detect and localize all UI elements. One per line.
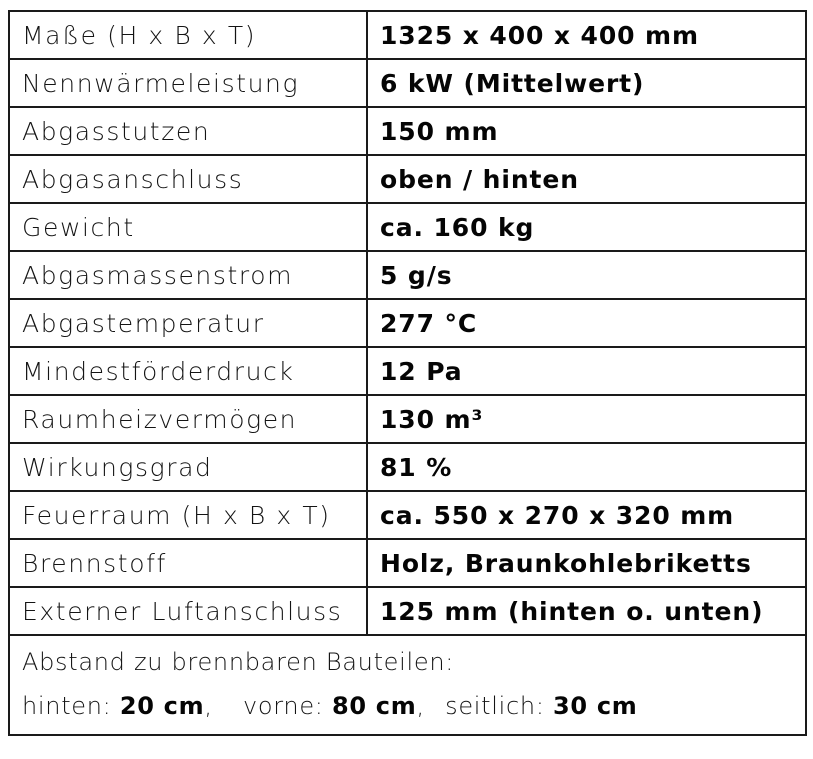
table-row [9, 539, 806, 587]
table-row [9, 203, 806, 251]
table-row [9, 587, 806, 635]
spec-label-fuel: Brennstoff [9, 539, 367, 587]
table-row [9, 251, 806, 299]
spec-label-minimum-draught: Mindestförderdruck [9, 347, 367, 395]
spec-value-dimensions: 1325 x 400 x 400 mm [367, 11, 806, 59]
spec-label-flue-connection: Abgasanschluss [9, 155, 367, 203]
spec-value-efficiency: 81 % [367, 443, 806, 491]
clearance-side-label: seitlich: [445, 692, 545, 720]
clearance-rear-label: hinten: [22, 692, 112, 720]
table-row [9, 59, 806, 107]
clearance-rear-value: 20 cm [119, 692, 205, 720]
spec-label-room-heating-capacity: Raumheizvermögen [9, 395, 367, 443]
spec-label-weight: Gewicht [9, 203, 367, 251]
spec-label-dimensions: Maße (H x B x T) [9, 11, 367, 59]
table-row [9, 395, 806, 443]
table-row [9, 347, 806, 395]
spec-label-flue-gas-temperature: Abgastemperatur [9, 299, 367, 347]
specifications-table [8, 10, 807, 736]
spec-value-flue-connection: oben / hinten [367, 155, 806, 203]
spec-label-flue-collar: Abgasstutzen [9, 107, 367, 155]
spec-label-efficiency: Wirkungsgrad [9, 443, 367, 491]
spec-value-external-air-supply: 125 mm (hinten o. unten) [367, 587, 806, 635]
spec-label-firebox: Feuerraum (H x B x T) [9, 491, 367, 539]
spec-value-minimum-draught: 12 Pa [367, 347, 806, 395]
clearance-front-label: vorne: [243, 692, 324, 720]
clearance-distances [22, 684, 805, 728]
spec-value-nominal-heat-output: 6 kW (Mittelwert) [367, 59, 806, 107]
table-row [9, 635, 806, 735]
spec-value-flue-collar: 150 mm [367, 107, 806, 155]
clearance-title: Abstand zu brennbaren Bauteilen: [22, 648, 455, 676]
spec-value-weight: ca. 160 kg [367, 203, 806, 251]
spec-value-flue-gas-temperature: 277 °C [367, 299, 806, 347]
clearance-cell [9, 635, 806, 735]
spec-value-firebox: ca. 550 x 270 x 320 mm [367, 491, 806, 539]
spec-label-external-air-supply: Externer Luftanschluss [9, 587, 367, 635]
clearance-separator: , [416, 692, 425, 720]
spec-value-flue-gas-mass-flow: 5 g/s [367, 251, 806, 299]
table-row [9, 443, 806, 491]
spec-label-nominal-heat-output: Nennwärmeleistung [9, 59, 367, 107]
clearance-side-value: 30 cm [552, 692, 638, 720]
table-row [9, 11, 806, 59]
table-row [9, 155, 806, 203]
clearance-front-value: 80 cm [331, 692, 417, 720]
clearance-separator: , [204, 692, 213, 720]
spec-value-fuel: Holz, Braunkohlebriketts [367, 539, 806, 587]
table-row [9, 299, 806, 347]
table-row [9, 107, 806, 155]
table-row [9, 491, 806, 539]
spec-value-room-heating-capacity: 130 m³ [367, 395, 806, 443]
spec-label-flue-gas-mass-flow: Abgasmassenstrom [9, 251, 367, 299]
